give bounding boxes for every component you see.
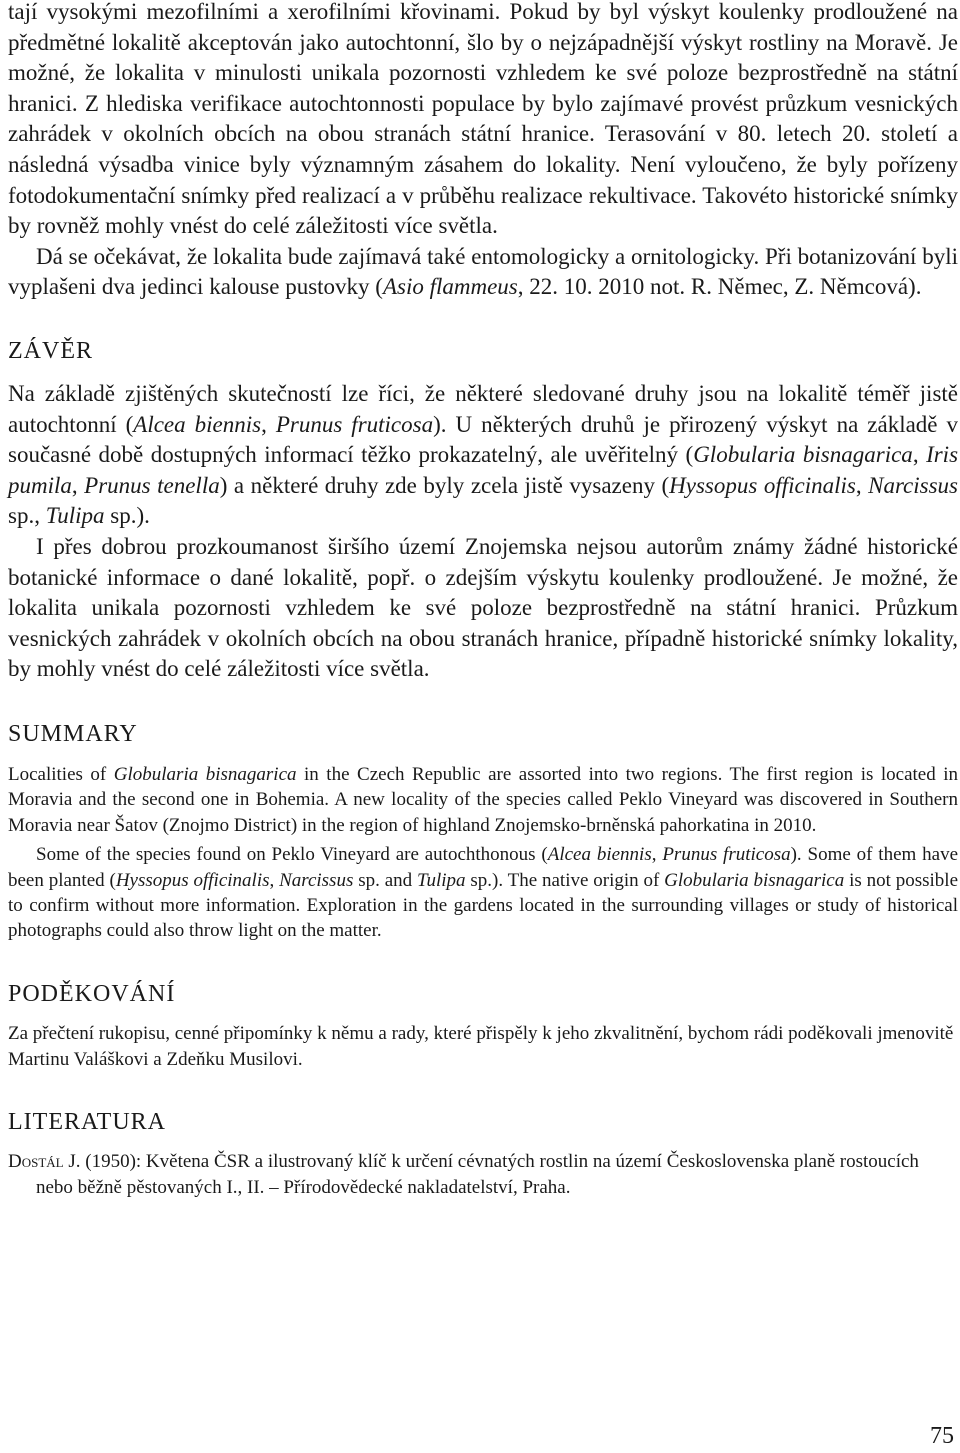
text-run: ). U některých druhů je přirozený výskyt na základě v současné době dostupných informací těžko prokazatelný, ale uvěřitelný ( xyxy=(8,411,959,468)
intro-p2-text-b: , 22. 10. 2010 not. R. Němec, Z. Němcová). xyxy=(517,274,922,300)
species-name: Prunus fruticosa xyxy=(275,411,434,437)
text-run: sp., xyxy=(8,503,46,529)
page-number: 75 xyxy=(930,1423,954,1449)
text-run: sp.). xyxy=(104,503,150,529)
reference-text: J. (1950): Květena ČSR a ilustrovaný klíč k určení cévnatých rostlin na území Československa planě rostoucích nebo běžně pěstovaných I., II. – Přírodovědecké nakladatelství, Praha. xyxy=(36,1150,919,1198)
text-run: , xyxy=(261,411,276,437)
reference-item xyxy=(8,1149,958,1201)
species-name: Prunus fruticosa xyxy=(662,844,791,866)
intro-p2-text-a: Dá se očekávat, že lokalita bude zajímavá také entomologicky a ornitologicky. Při botanizování byli vyplašeni dva jedinci kalouse pustovky ( xyxy=(8,243,958,300)
text-run: , xyxy=(855,472,869,498)
species-name: Globularia bisnagarica xyxy=(113,763,297,785)
species-asio-flammeus: Asio flammeus xyxy=(382,274,518,300)
zaver-paragraph-2: I přes dobrou prozkoumanost širšího území Znojemska nejsou autorům známy žádné historické botanické informace o dané lokalitě, popř. o zdejším výskytu koulenky prodloužené. Je možné, že lokalita unikala pozornosti vzhledem ke své poloze bezprostředně na státní hranici. Průzkum vesnických zahrádek v okolních obcích na obou stranách hranice, případně historické snímky lokality, by mohly vnést do celé záležitosti více světla. xyxy=(8,533,958,682)
species-name: Alcea biennis xyxy=(133,411,262,437)
text-run: , xyxy=(912,442,927,468)
reference-author: Dostál xyxy=(8,1150,64,1172)
intro-paragraph-2 xyxy=(8,242,958,303)
literature-heading: LITERATURA xyxy=(8,1108,166,1135)
species-name: Narcissus xyxy=(279,869,354,891)
text-run: ). Some of them have been planted ( xyxy=(8,844,959,891)
zaver-paragraph-1 xyxy=(8,379,958,532)
species-name: Prunus tenella xyxy=(84,472,220,498)
paper-page xyxy=(8,0,958,1201)
text-run: sp. and xyxy=(353,869,417,891)
text-run: ) a některé druhy zde byly zcela jistě vysazeny ( xyxy=(219,472,670,498)
text-run: , xyxy=(269,869,280,891)
text-run: is not possible to confirm without more information. Exploration in the gardens located in the surrounding villages or study of historical photographs could also throw light on the matter. xyxy=(8,869,959,942)
summary-heading: SUMMARY xyxy=(8,720,138,747)
text-run: Localities of xyxy=(8,763,114,785)
text-run: in the Czech Republic are assorted into two regions. The first region is located in Moravia and the second one in Bohemia. A new locality of the species called Peklo Vineyard was discovered in Southern Moravia near Šatov (Znojmo District) in the region of highland Znojemsko-brněnská pahorkatina in 2010. xyxy=(8,763,959,836)
species-name: Tulipa xyxy=(416,869,466,891)
species-name: Iris pumila xyxy=(8,442,959,498)
acknowledgements-heading: PODĚKOVÁNÍ xyxy=(8,980,176,1007)
species-name: Tulipa xyxy=(45,503,105,529)
intro-paragraph-1: tají vysokými mezofilními a xerofilními křovinami. Pokud by byl výskyt koulenky prodloužené na předmětné lokalitě akceptován jako autochtonní, šlo by o nejzápadnější výskyt rostliny na Moravě. Je možné, že lokalita v minulosti unikala pozornosti vzhledem ke své poloze bezprostředně na státní hranici. Z hlediska verifikace autochtonnosti populace by bylo zajímavé provést průzkum vesnických zahrádek v okolních obcích na obou stranách státní hranice. Terasování v 80. letech 20. století a následná výsadba vinice byly významným zásahem do lokality. Není vyloučeno, že byly pořízeny fotodokumentační snímky před realizací a v průběhu realizace rekultivace. Takovéto historické snímky by rovněž mohly vnést do celé záležitosti více světla. xyxy=(8,0,958,239)
summary-paragraph-2 xyxy=(8,842,958,944)
species-name: Hyssopus officinalis xyxy=(669,472,856,498)
species-name: Alcea biennis xyxy=(547,844,652,866)
text-run: sp.). The native origin of xyxy=(465,869,665,891)
species-name: Globularia bisnagarica xyxy=(693,442,913,468)
species-name: Narcissus xyxy=(868,472,958,498)
species-name: Globularia bisnagarica xyxy=(664,869,845,891)
text-run: Na základě zjištěných skutečností lze říci, že některé sledované druhy jsou na lokalitě téměř jistě autochtonní ( xyxy=(8,380,958,437)
acknowledgements-text: Za přečtení rukopisu, cenné připomínky k němu a rady, které přispěly k jeho zkvalitnění, bychom rádi poděkovali jmenovitě Martinu Valáškovi a Zdeňku Musilovi. xyxy=(8,1022,954,1070)
text-run: Some of the species found on Peklo Vineyard are autochthonous ( xyxy=(36,844,548,866)
text-run: , xyxy=(71,472,85,498)
zaver-heading: ZÁVĚR xyxy=(8,337,93,364)
species-name: Hyssopus officinalis xyxy=(115,869,270,891)
text-run: , xyxy=(651,844,663,866)
summary-paragraph-1 xyxy=(8,762,958,838)
